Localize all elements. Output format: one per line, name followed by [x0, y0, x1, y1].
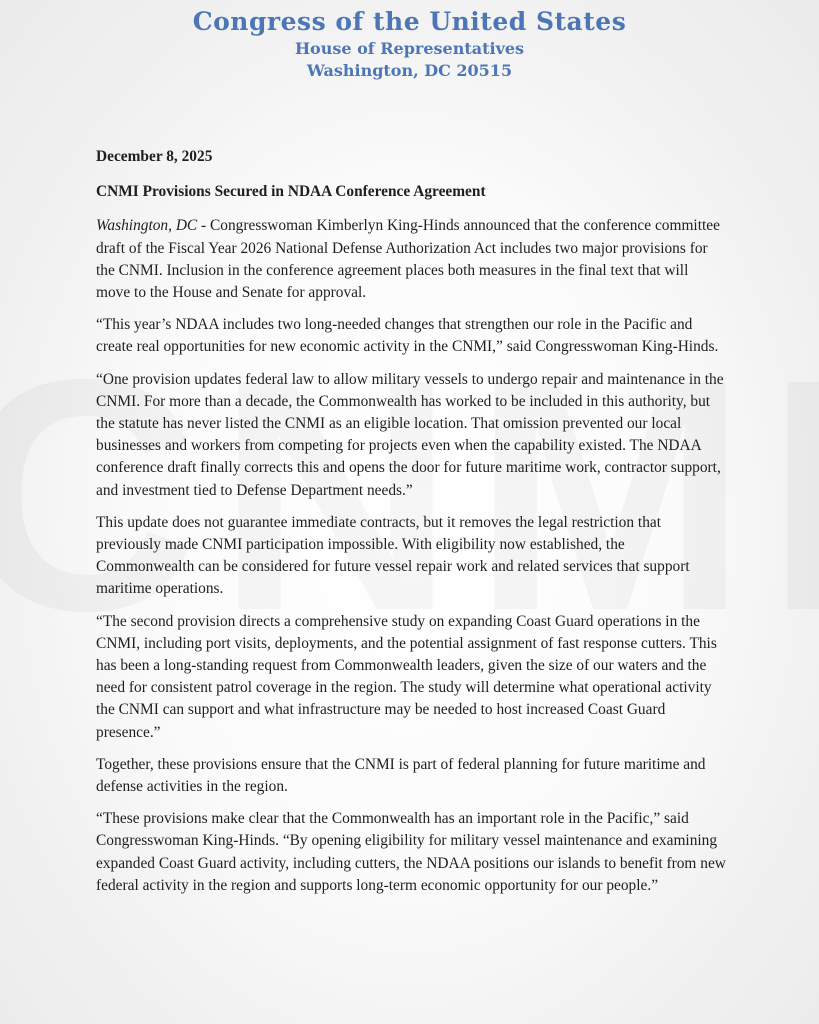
release-date: December 8, 2025: [96, 148, 213, 165]
paragraph-3: “One provision updates federal law to allow military vessels to undergo repair and maintenance in the CNMI. For more than a decade, the Commonwealth has worked to be included in this authority, but the statute has never listed the CNMI as an eligible location. That omission prevented our local businesses and workers from competing for projects even when the capability existed. The NDAA conference draft finally corrects this and opens the door for future maritime work, contractor support, and investment tied to Defense Department needs.”: [96, 370, 724, 499]
release-body: [96, 146, 726, 907]
paragraph-4: This update does not guarantee immediate contracts, but it removes the legal restriction that previously made CNMI participation impossible. With eligibility now established, the Commonwealth can be considered for future vessel repair work and related services that support maritime operations.: [96, 513, 690, 598]
letterhead: [0, 6, 819, 82]
letterhead-address: Washington, DC 20515: [306, 61, 513, 80]
paragraph-1-text: - Congresswoman Kimberlyn King-Hinds announced that the conference committee draft of the Fiscal Year 2026 National Defense Authorization Act includes two major provisions for the CNMI. Inclusion in the conference agreement places both measures in the final text that will move to the House and Senate for approval.: [96, 217, 720, 302]
letterhead-house: House of Representatives: [294, 39, 525, 58]
paragraph-5: “The second provision directs a comprehensive study on expanding Coast Guard operations in the CNMI, including port visits, deployments, and the potential assignment of fast response cutters. This has been a long-standing request from Commonwealth leaders, given the size of our waters and the need for consistent patrol coverage in the region. The study will determine what operational activity the CNMI can support and what infrastructure may be needed to host increased Coast Guard presence.”: [96, 612, 717, 741]
paragraph-1: [96, 215, 726, 304]
letterhead-congress: Congress of the United States: [192, 7, 627, 36]
paragraph-7: “These provisions make clear that the Commonwealth has an important role in the Pacific,” said Congresswoman King-Hinds. “By opening eligibility for military vessel maintenance and examining expanded Coast Guard activity, including cutters, the NDAA positions our islands to benefit from new federal activity in the region and supports long-term economic opportunity for our people.”: [96, 810, 726, 894]
release-headline: CNMI Provisions Secured in NDAA Conference Agreement: [96, 183, 486, 201]
paragraph-6: Together, these provisions ensure that the CNMI is part of federal planning for future maritime and defense activities in the region.: [96, 755, 706, 796]
paragraph-2: “This year’s NDAA includes two long-needed changes that strengthen our role in the Pacific and create real opportunities for new economic activity in the CNMI,” said Congresswoman King-Hinds.: [96, 316, 719, 356]
dateline: Washington, DC: [96, 217, 198, 235]
